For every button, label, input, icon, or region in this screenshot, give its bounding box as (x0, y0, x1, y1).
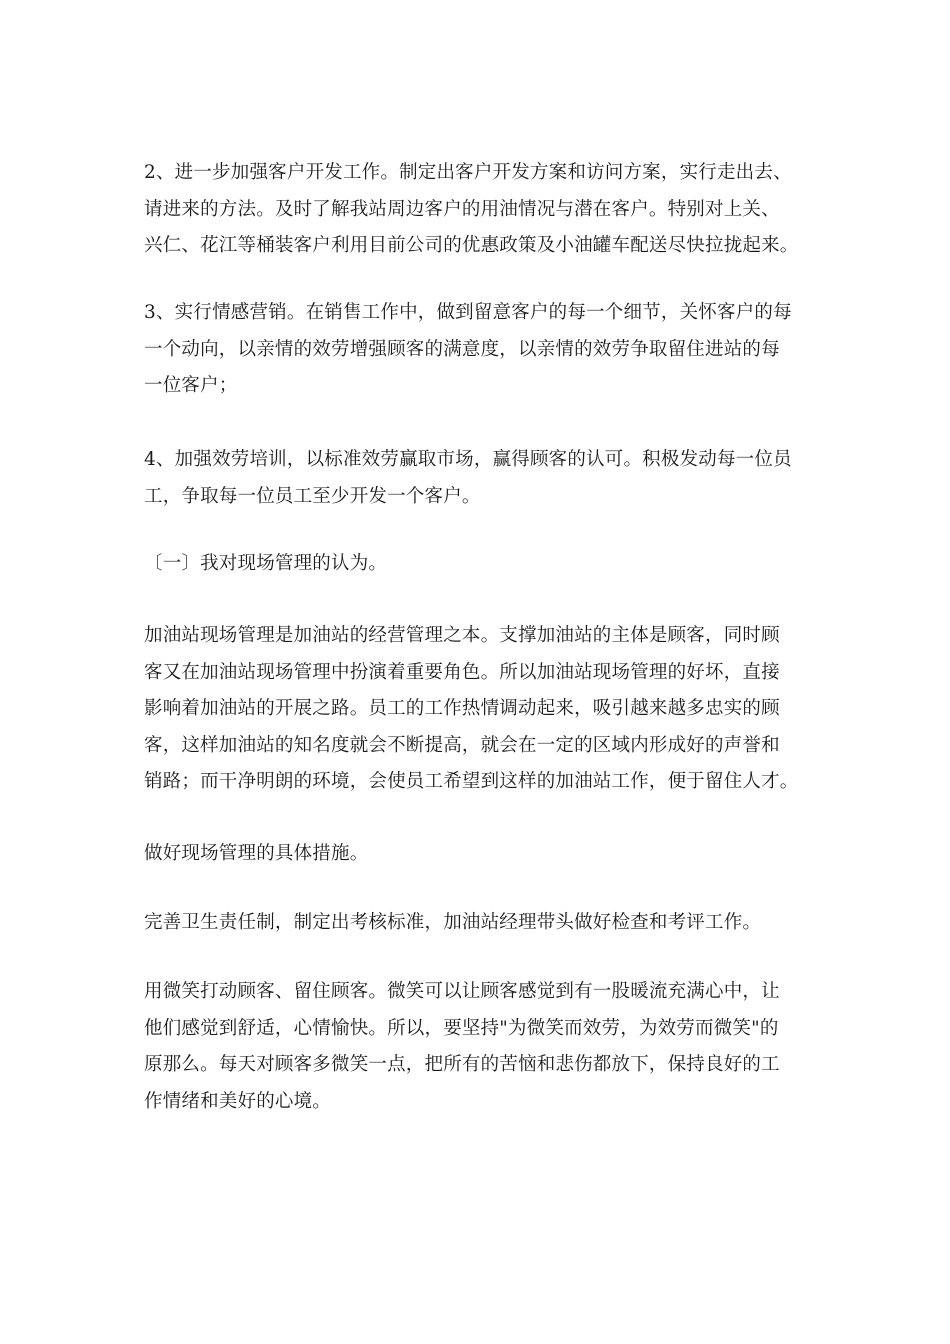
section-heading (144, 546, 824, 583)
text-line: 请进来的方法。及时了解我站周边客户的用油情况与潜在客户。特别对上关、 (144, 198, 780, 220)
text-line: 完善卫生责任制，制定出考核标准，加油站经理带头做好检查和考评工作。 (144, 912, 762, 933)
text-line: 原那么。每天对顾客多微笑一点，把所有的苦恼和悲伤都放下，保持良好的工 (144, 1054, 780, 1075)
paragraph-smile-service (144, 974, 824, 1120)
paragraph-customer-development (144, 155, 824, 265)
text-line: 做好现场管理的具体措施。 (144, 843, 369, 864)
paragraph-service-training (144, 442, 824, 515)
text-line: 一个动向，以亲情的效劳增强顾客的满意度，以亲情的效劳争取留住进站的每 (144, 338, 780, 360)
text-line: 4、加强效劳培训，以标准效劳赢取市场，赢得顾客的认可。积极发动每一位员 (144, 449, 792, 470)
text-line: 用微笑打动顾客、留住顾客。微笑可以让顾客感觉到有一股暖流充满心中，让 (144, 981, 780, 1002)
text-line: 工，争取每一位员工至少开发一个客户。 (144, 485, 481, 507)
paragraph-hygiene-responsibility (144, 905, 824, 942)
text-line: 3、实行情感营销。在销售工作中，做到留意客户的每一个细节，关怀客户的每 (144, 302, 792, 323)
paragraph-emotional-marketing (144, 295, 824, 405)
paragraph-measures-heading (144, 836, 824, 873)
text-line: 作情绪和美好的心境。 (144, 1090, 332, 1112)
text-line: 加油站现场管理是加油站的经营管理之本。支撑加油站的主体是顾客，同时顾 (144, 625, 780, 646)
text-line: 他们感觉到舒适，心情愉快。所以，要坚持"为微笑而效劳，为效劳而微笑"的 (144, 1017, 779, 1039)
text-line: 客，这样加油站的知名度就会不断提高，就会在一定的区域内形成好的声誉和 (144, 734, 780, 756)
text-line: 〔一〕我对现场管理的认为。 (144, 553, 388, 574)
text-line: 客又在加油站现场管理中扮演着重要角色。所以加油站现场管理的好坏，直接 (144, 661, 780, 683)
text-line: 2、进一步加强客户开发工作。制定出客户开发方案和访问方案，实行走出去、 (144, 162, 792, 183)
paragraph-site-management (144, 618, 824, 801)
text-line: 一位客户； (144, 375, 238, 396)
text-line: 影响着加油站的开展之路。员工的工作热情调动起来，吸引越来越多忠实的顾 (144, 698, 780, 719)
text-line: 销路；而干净明朗的环境，会使员工希望到这样的加油站工作，便于留住人才。 (144, 771, 799, 792)
text-line: 兴仁、花江等桶装客户利用目前公司的优惠政策及小油罐车配送尽快拉拢起来。 (144, 235, 799, 256)
